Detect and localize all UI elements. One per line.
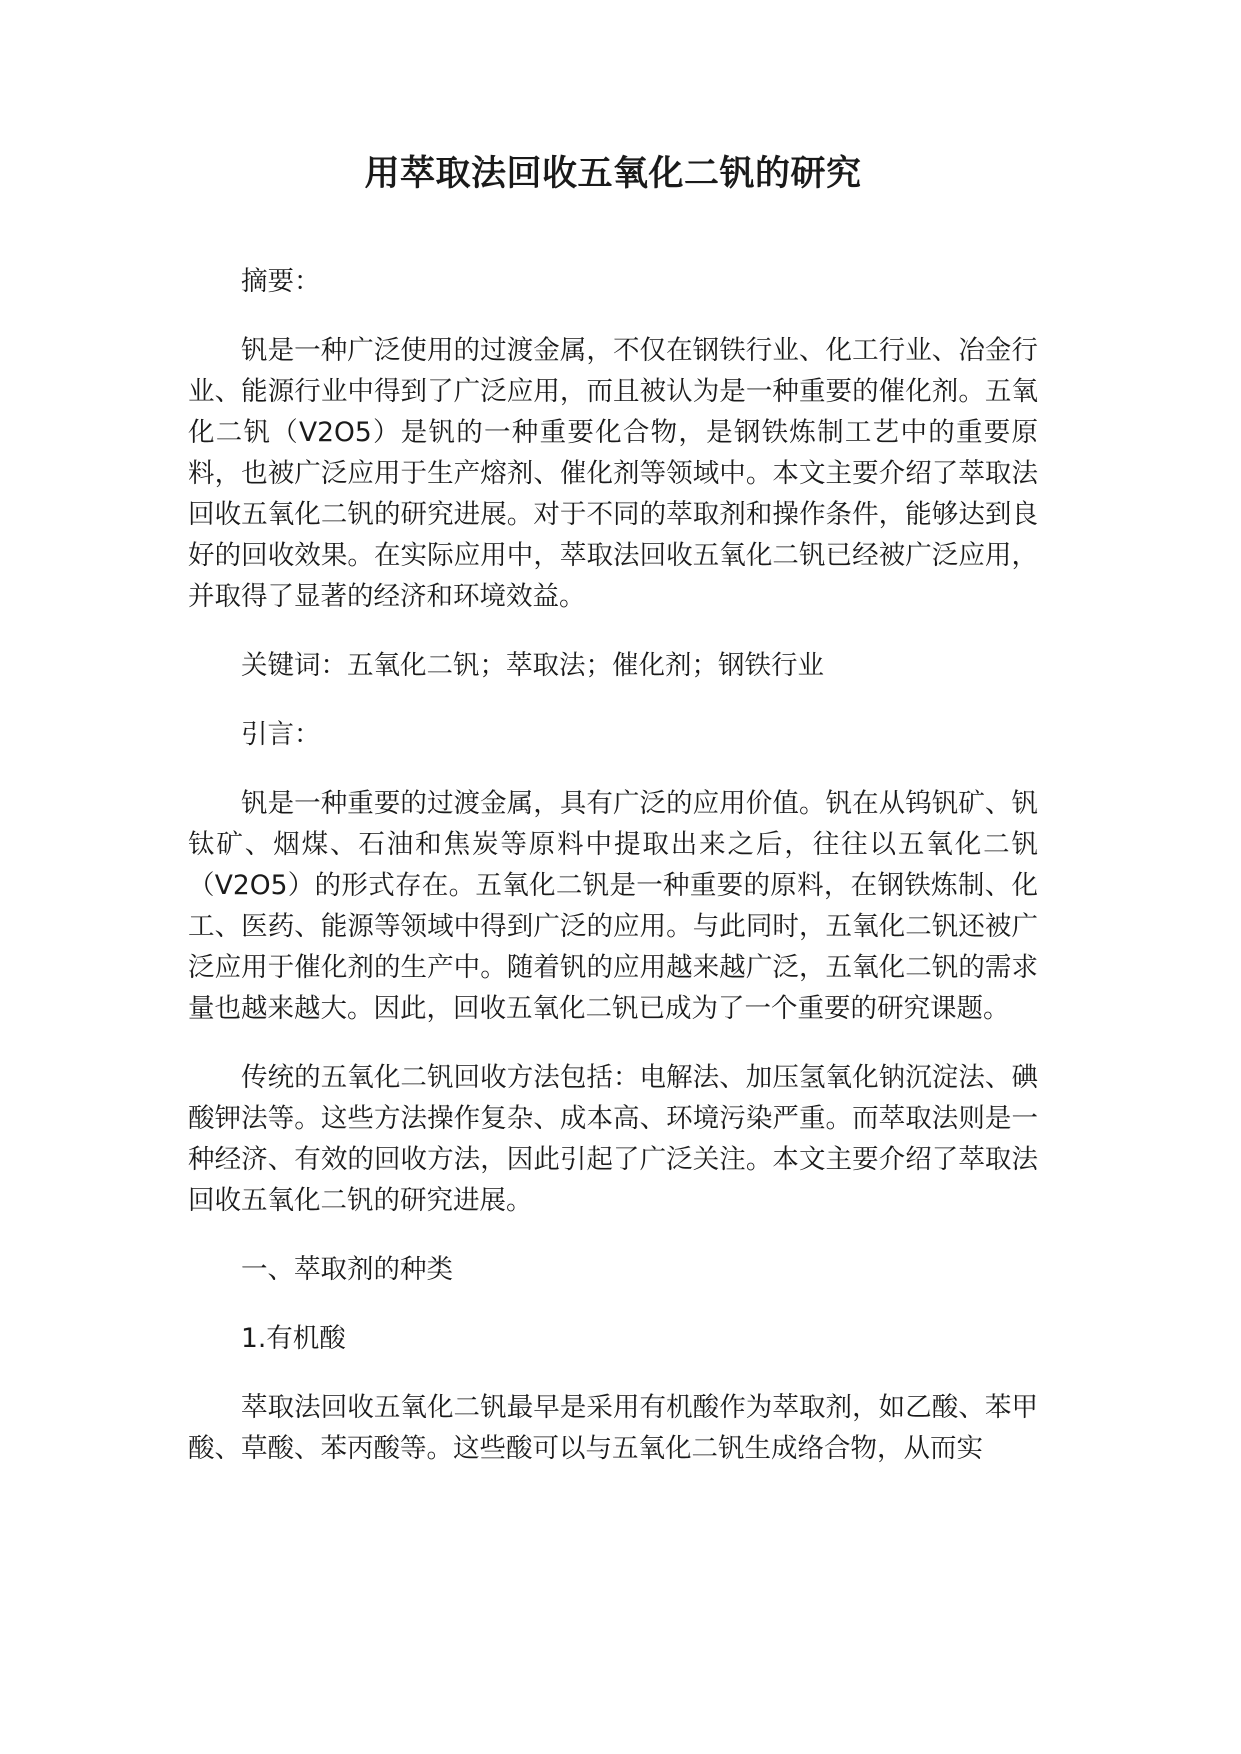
document-title: 用萃取法回收五氧化二钒的研究 — [364, 154, 862, 194]
document-page — [188, 150, 1038, 1497]
abstract-paragraph: 钒是一种广泛使用的过渡金属，不仅在钢铁行业、化工行业、冶金行业、能源行业中得到了广泛应用，而且被认为是一种重要的催化剂。五氧化二钒（V2O5）是钒的一种重要化合物，是钢铁炼制工艺中的重要原料，也被广泛应用于生产熔剂、催化剂等领域中。本文主要介绍了萃取法回收五氧化二钒的研究进展。对于不同的萃取剂和操作条件，能够达到良好的回收效果。在实际应用中，萃取法回收五氧化二钒已经被广泛应用，并取得了显著的经济和环境效益。 — [188, 335, 1038, 612]
introduction-paragraph-1: 钒是一种重要的过渡金属，具有广泛的应用价值。钒在从钨钒矿、钒钛矿、烟煤、石油和焦炭等原料中提取出来之后，往往以五氧化二钒（V2O5）的形式存在。五氧化二钒是一种重要的原料，在钢铁炼制、化工、医药、能源等领域中得到广泛的应用。与此同时，五氧化二钒还被广泛应用于催化剂的生产中。随着钒的应用越来越广泛，五氧化二钒的需求量也越来越大。因此，回收五氧化二钒已成为了一个重要的研究课题。 — [188, 788, 1038, 1024]
section-heading-1: 一、萃取剂的种类 — [241, 1254, 453, 1285]
abstract-heading: 摘要： — [241, 266, 321, 297]
keywords-line: 关键词：五氧化二钒；萃取法；催化剂；钢铁行业 — [241, 650, 824, 681]
introduction-paragraph-2: 传统的五氧化二钒回收方法包括：电解法、加压氢氧化钠沉淀法、碘酸钾法等。这些方法操作复杂、成本高、环境污染严重。而萃取法则是一种经济、有效的回收方法，因此引起了广泛关注。本文主要介绍了萃取法回收五氧化二钒的研究进展。 — [188, 1062, 1038, 1216]
introduction-heading: 引言： — [241, 719, 321, 750]
body-paragraph: 萃取法回收五氧化二钒最早是采用有机酸作为萃取剂，如乙酸、苯甲酸、草酸、苯丙酸等。这些酸可以与五氧化二钒生成络合物，从而实 — [188, 1392, 1038, 1464]
subsection-heading-1-1: 1.有机酸 — [241, 1323, 346, 1354]
